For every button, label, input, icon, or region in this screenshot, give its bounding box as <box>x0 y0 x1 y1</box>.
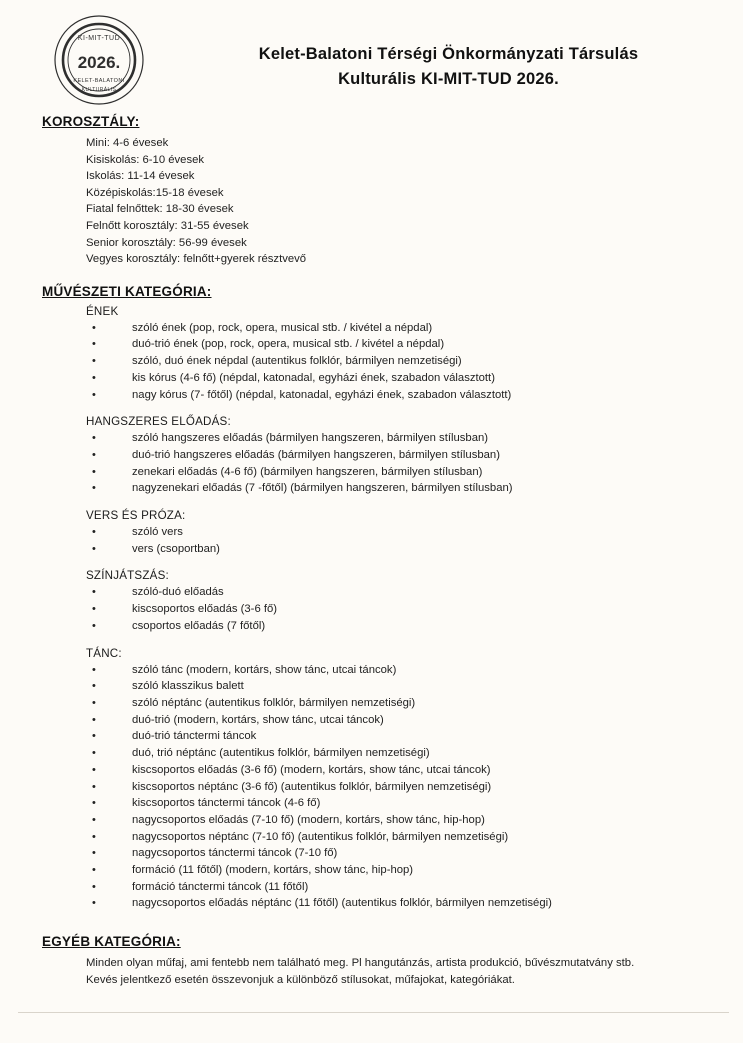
list-item-label: szóló-duó előadás <box>132 586 224 599</box>
list-item-label: vers (csoportban) <box>132 542 220 555</box>
list-item: Senior korosztály: 56-99 évesek <box>86 236 247 249</box>
list-item-label: formáció tánctermi táncok (11 főtől) <box>132 880 309 893</box>
document-body <box>18 6 729 1029</box>
list-item <box>86 712 729 729</box>
document-header <box>18 6 729 114</box>
bullet-icon: • <box>92 830 96 843</box>
list-item <box>86 387 729 404</box>
list-item <box>86 601 729 618</box>
list-item <box>86 336 729 353</box>
bullet-icon: • <box>92 680 96 693</box>
bullet-icon: • <box>92 448 96 461</box>
subsection-tanc <box>86 647 729 913</box>
subsection-enek <box>86 305 729 404</box>
bullet-icon: • <box>92 542 96 555</box>
bullet-icon: • <box>92 797 96 810</box>
hangszeres-bullets <box>86 430 729 497</box>
list-item-label: nagyzenekari előadás (7 -főtől) (bármilyen hangszeren, bármilyen stílusban) <box>132 482 513 495</box>
bullet-icon: • <box>92 482 96 495</box>
list-item-label: zenekari előadás (4-6 fő) (bármilyen hangszeren, bármilyen stílusban) <box>132 465 483 478</box>
list-item: Középiskolás:15-18 évesek <box>86 186 224 199</box>
list-item <box>86 320 729 337</box>
list-item <box>86 678 729 695</box>
bullet-icon: • <box>92 730 96 743</box>
list-item-label: duó-trió hangszeres előadás (bármilyen hangszeren, bármilyen stílusban) <box>132 448 500 461</box>
subsection-title: TÁNC: <box>86 646 122 660</box>
list-item-label: csoportos előadás (7 főtől) <box>132 619 266 632</box>
egyeb-paragraph-1: Minden olyan műfaj, ami fentebb nem található meg. Pl hangutánzás, artista produkció, bűvészmutatvány stb. <box>86 957 635 970</box>
bullet-icon: • <box>92 586 96 599</box>
list-item: Vegyes korosztály: felnőtt+gyerek résztvevő <box>86 253 307 266</box>
list-item <box>86 745 729 762</box>
bullet-icon: • <box>92 388 96 401</box>
subsection-hangszeres <box>86 415 729 497</box>
subsection-szinjatszas <box>86 569 729 634</box>
bullet-icon: • <box>92 663 96 676</box>
footer-divider <box>18 1012 729 1013</box>
list-item-label: szóló, duó ének népdal (autentikus folklór, bármilyen nemzetiségi) <box>132 355 462 368</box>
enek-bullets <box>86 320 729 404</box>
list-item <box>86 862 729 879</box>
list-item-label: formáció (11 főtől) (modern, kortárs, show tánc, hip-hop) <box>132 864 414 877</box>
list-item-label: nagy kórus (7- főtől) (népdal, katonadal, egyházi ének, szabadon választott) <box>132 388 512 401</box>
vers-bullets <box>86 524 729 557</box>
list-item-label: duó-trió ének (pop, rock, opera, musical stb. / kivétel a népdal) <box>132 338 445 351</box>
subsection-title: ÉNEK <box>86 304 119 318</box>
bullet-icon: • <box>92 338 96 351</box>
list-item <box>86 795 729 812</box>
list-item: Mini: 4-6 évesek <box>86 137 169 149</box>
list-item <box>86 524 729 541</box>
list-item <box>86 480 729 497</box>
tanc-bullets <box>86 662 729 913</box>
subsection-title: VERS ÉS PRÓZA: <box>86 509 186 523</box>
bullet-icon: • <box>92 465 96 478</box>
bullet-icon: • <box>92 864 96 877</box>
list-item-label: szóló ének (pop, rock, opera, musical stb. / kivétel a népdal) <box>132 321 433 334</box>
list-item-label: kiscsoportos tánctermi táncok (4-6 fő) <box>132 797 321 810</box>
section-heading-muveszeti: MŰVÉSZETI KATEGÓRIA: <box>42 283 212 299</box>
list-item-label: nagycsoportos előadás néptánc (11 főtől) (autentikus folklór, bármilyen nemzetiségi) <box>132 897 552 910</box>
section-egyeb-kategoria <box>18 934 729 988</box>
list-item <box>86 430 729 447</box>
korosztaly-list <box>86 135 729 268</box>
list-item-label: kiscsoportos előadás (3-6 fő) (modern, kortárs, show tánc, utcai táncok) <box>132 763 491 776</box>
list-item-label: kiscsoportos előadás (3-6 fő) <box>132 603 278 616</box>
bullet-icon: • <box>92 619 96 632</box>
list-item: Fiatal felnőttek: 18-30 évesek <box>86 203 234 216</box>
egyeb-paragraph-2: Kevés jelentkező esetén összevonjuk a különböző stílusokat, műfajokat, kategóriákat. <box>86 973 515 986</box>
list-item <box>86 845 729 862</box>
section-muveszeti-kategoria <box>18 284 729 912</box>
list-item-label: szóló vers <box>132 526 183 539</box>
list-item <box>86 879 729 896</box>
bullet-icon: • <box>92 713 96 726</box>
bullet-icon: • <box>92 371 96 384</box>
list-item <box>86 541 729 558</box>
list-item <box>86 618 729 635</box>
list-item-label: kis kórus (4-6 fő) (népdal, katonadal, egyházi ének, szabadon választott) <box>132 371 495 384</box>
page-title <box>178 42 719 92</box>
list-item <box>86 662 729 679</box>
subsection-title: HANGSZERES ELŐADÁS: <box>86 415 231 429</box>
ki-mit-tud-logo <box>50 14 148 106</box>
svg-text:KI-MIT-TUD: KI-MIT-TUD <box>77 35 121 42</box>
list-item-label: nagycsoportos néptánc (7-10 fő) (autentikus folklór, bármilyen nemzetiségi) <box>132 830 509 843</box>
list-item <box>86 779 729 796</box>
section-korosztaly <box>18 114 729 268</box>
list-item: Iskolás: 11-14 évesek <box>86 170 195 183</box>
list-item <box>86 695 729 712</box>
bullet-icon: • <box>92 897 96 910</box>
list-item-label: szóló klasszikus balett <box>132 680 244 693</box>
bullet-icon: • <box>92 321 96 334</box>
svg-text:KULTURÁLIS: KULTURÁLIS <box>81 87 117 93</box>
list-item <box>86 584 729 601</box>
list-item-label: duó-trió (modern, kortárs, show tánc, utcai táncok) <box>132 713 384 726</box>
list-item <box>86 464 729 481</box>
list-item: Kisiskolás: 6-10 évesek <box>86 153 205 166</box>
bullet-icon: • <box>92 747 96 760</box>
section-heading-egyeb: EGYÉB KATEGÓRIA: <box>42 934 181 950</box>
list-item <box>86 829 729 846</box>
bullet-icon: • <box>92 603 96 616</box>
bullet-icon: • <box>92 847 96 860</box>
subsection-vers-proza <box>86 509 729 557</box>
list-item-label: nagycsoportos előadás (7-10 fő) (modern, kortárs, show tánc, hip-hop) <box>132 813 485 826</box>
bullet-icon: • <box>92 697 96 709</box>
bullet-icon: • <box>92 763 96 776</box>
szinjatszas-bullets <box>86 584 729 634</box>
list-item: Felnőtt korosztály: 31-55 évesek <box>86 219 249 232</box>
list-item-label: duó-trió tánctermi táncok <box>132 730 257 743</box>
list-item-label: szóló tánc (modern, kortárs, show tánc, utcai táncok) <box>132 663 397 676</box>
list-item-label: szóló néptánc (autentikus folklór, bármilyen nemzetiségi) <box>132 697 416 709</box>
list-item-label: nagycsoportos tánctermi táncok (7-10 fő) <box>132 847 338 860</box>
list-item <box>86 447 729 464</box>
bullet-icon: • <box>92 355 96 368</box>
list-item-label: kiscsoportos néptánc (3-6 fő) (autentikus folklór, bármilyen nemzetiségi) <box>132 780 492 793</box>
section-heading-korosztaly: KOROSZTÁLY: <box>42 114 140 129</box>
list-item-label: duó, trió néptánc (autentikus folklór, bármilyen nemzetiségi) <box>132 747 430 760</box>
bullet-icon: • <box>92 780 96 793</box>
subsection-title: SZÍNJÁTSZÁS: <box>86 569 169 583</box>
list-item-label: szóló hangszeres előadás (bármilyen hangszeren, bármilyen stílusban) <box>132 432 489 445</box>
list-item <box>86 370 729 387</box>
list-item <box>86 762 729 779</box>
title-line-2: Kulturális KI-MIT-TUD 2026. <box>338 69 559 88</box>
bullet-icon: • <box>92 526 96 539</box>
svg-text:KELET-BALATONI: KELET-BALATONI <box>73 78 125 84</box>
list-item <box>86 895 729 912</box>
bullet-icon: • <box>92 432 96 445</box>
list-item <box>86 728 729 745</box>
list-item <box>86 353 729 370</box>
bullet-icon: • <box>92 813 96 826</box>
svg-text:2026.: 2026. <box>77 53 121 72</box>
title-line-1: Kelet-Balatoni Térségi Önkormányzati Társulás <box>258 45 639 63</box>
list-item <box>86 812 729 829</box>
bullet-icon: • <box>92 880 96 893</box>
